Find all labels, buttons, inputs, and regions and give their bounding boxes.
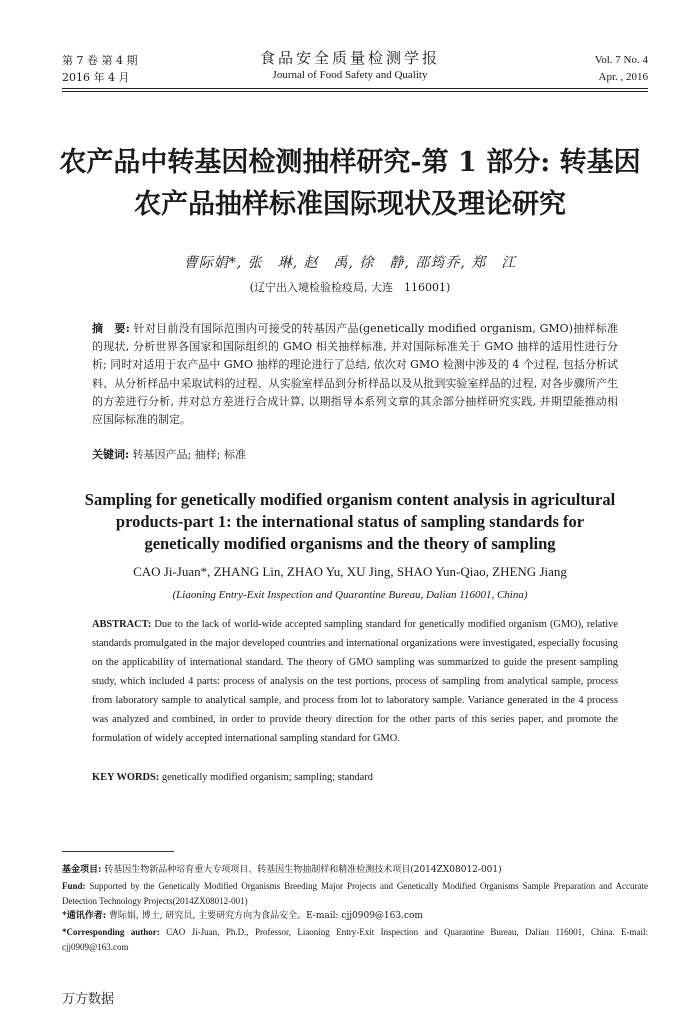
title-en bbox=[80, 489, 620, 555]
title-cn-line2: 农产品抽样标准国际现状及理论研究 bbox=[134, 189, 566, 220]
abstract-en bbox=[92, 615, 618, 748]
volume-en: Vol. 7 No. 4 bbox=[594, 54, 648, 66]
affiliation-cn: (辽宁出入境检验检疫局, 大连 116001) bbox=[249, 281, 451, 294]
footnote-rule bbox=[62, 851, 174, 852]
keywords-cn bbox=[92, 446, 618, 464]
title-en-line2: products-part 1: the international status of sampling standards for bbox=[115, 512, 585, 531]
fund-cn-text: 转基因生物新品种培育重大专项项目、转基因生物抽制样和精准检测技术项目(2014ZX08012-001) bbox=[104, 865, 502, 875]
fund-en-label: Fund: bbox=[62, 881, 86, 891]
authors-en: CAO Ji-Juan*, ZHANG Lin, ZHAO Yu, XU Jing, SHAO Yun-Qiao, ZHENG Jiang bbox=[133, 564, 567, 579]
volume-cn: 第 7 卷 第 4 期 bbox=[62, 54, 138, 67]
keywords-en-label: KEY WORDS: bbox=[92, 772, 160, 783]
date-cn: 2016 年 4 月 bbox=[62, 71, 130, 84]
corr-en-label: *Corresponding author: bbox=[62, 927, 160, 937]
title-cn-line1: 农产品中转基因检测抽样研究-第 1 部分: 转基因 bbox=[59, 147, 641, 178]
abstract-cn bbox=[92, 320, 618, 429]
header-left bbox=[62, 52, 137, 86]
keywords-en bbox=[92, 768, 618, 787]
fund-cn bbox=[62, 863, 648, 878]
fund-en-text: Supported by the Genetically Modified Organisms Breeding Major Projects and Genetically Modified Organisms Sample Preparation and Accurate Detection Technology Projects(2014ZX08012-001) bbox=[62, 881, 648, 906]
abstract-en-text: Due to the lack of world-wide accepted sampling standard for genetically modified organism (GMO), relative standards promulgated in the major developed countries and international organizations were investigated, especially focusing on the applicability of international standard. The theory of GMO sampling was summarized to guide the present sampling study, which included 4 parts: process of analysis on the test portions, process of sampling from analytical sample, process from laboratory sample to analytical sample, and process from lot to laboratory sample. Variance generated in the 4 process was analyzed and combined, in order to provide theory direction for the other parts of this series paper, and promote the formulation of widely accepted international sampling standard for GMO. bbox=[92, 619, 618, 744]
fund-en bbox=[62, 879, 648, 908]
authors-cn: 曹际娟*, 张 琳, 赵 禹, 徐 静, 邵筠乔, 郑 江 bbox=[183, 255, 517, 271]
keywords-cn-label: 关键词: bbox=[92, 448, 130, 461]
title-en-line3: genetically modified organisms and the theory of sampling bbox=[144, 534, 556, 553]
corr-cn-text: 曹际娟, 博士, 研究员, 主要研究方向为食品安全。E-mail: cjj0909@163.com bbox=[108, 911, 423, 921]
header-rule-thin bbox=[62, 91, 648, 92]
journal-title-cn: 食品安全质量检测学报 bbox=[259, 49, 440, 67]
wanfang-watermark: 万方数据 bbox=[62, 992, 115, 1007]
date-en: Apr. , 2016 bbox=[598, 71, 648, 83]
corr-en bbox=[62, 925, 648, 954]
keywords-cn-text: 转基因产品; 抽样; 标准 bbox=[132, 448, 246, 461]
abstract-en-label: ABSTRACT: bbox=[92, 619, 152, 630]
affiliation-en: (Liaoning Entry-Exit Inspection and Quarantine Bureau, Dalian 116001, China) bbox=[172, 589, 528, 601]
abstract-cn-text: 针对目前没有国际范围内可接受的转基因产品(genetically modified organism, GMO)抽样标准的现状, 分析世界各国家和国际组织的 GMO 相关抽样标准, 并对国际标准关于 GMO 抽样的适用性进行分析; 同时对适用于农产品中 GMO 抽样的理论进行了总结, 依次对 GMO 检测中涉及的 4 个过程, 包括分析试料、从分析样品中采取试料的过程、从实验室样品到分析样品以及从批到实验室样品的过程, 对各步骤所产生的方差进行分析, 并对总方差进行合成计算, 以期指导本系列文章的其余部分抽样研究实践, 并期望能推动相应国际标准的制定。 bbox=[92, 322, 618, 427]
corr-cn-label: *通讯作者: bbox=[62, 911, 107, 921]
title-en-line1: Sampling for genetically modified organism content analysis in agricultural bbox=[84, 490, 616, 509]
keywords-en-text: genetically modified organism; sampling; standard bbox=[161, 772, 373, 783]
journal-header bbox=[200, 50, 500, 84]
fund-cn-label: 基金项目: bbox=[62, 865, 102, 875]
corr-en-text: CAO Ji-Juan, Ph.D., Professor, Liaoning Entry-Exit Inspection and Quarantine Bureau, Dalian 116001, China. E-mail: cjj0909@163.com bbox=[62, 927, 648, 952]
journal-title-en: Journal of Food Safety and Quality bbox=[272, 69, 428, 81]
corr-cn bbox=[62, 909, 648, 924]
title-cn bbox=[40, 142, 660, 226]
abstract-cn-label: 摘 要: bbox=[92, 322, 130, 335]
header-rule-thick bbox=[62, 88, 648, 89]
header-right bbox=[595, 52, 648, 86]
